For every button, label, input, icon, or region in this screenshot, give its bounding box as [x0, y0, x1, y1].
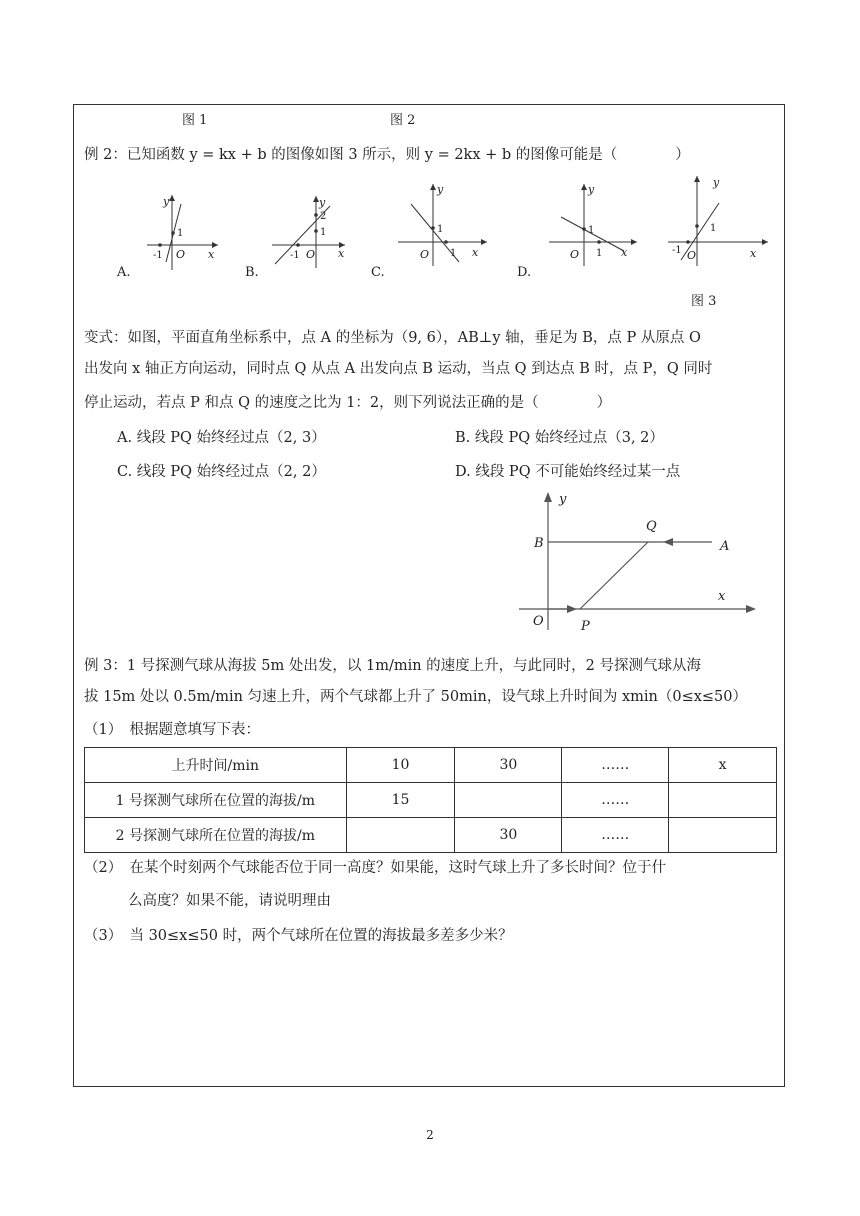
opt-b-label-x: x [338, 247, 345, 260]
variant-line-3: 停止运动，若点 P 和点 Q 的速度之比为 1：2，则下列说法正确的是（ ） [84, 395, 612, 411]
vf-label-y: y [559, 492, 567, 507]
table-cell: 2 号探测气球所在位置的海拔/m [85, 818, 347, 853]
variant-choice-a: A. 线段 PQ 始终经过点（2, 3） [117, 430, 326, 446]
fig2-caption: 图 2 [390, 113, 416, 128]
opt-b-label-y: y [319, 196, 326, 209]
example3-line-2: 拔 15m 处以 0.5m/min 匀速上升，两个气球都上升了 50min，设气球上升时间为 xmin（0≤x≤50） [84, 689, 748, 705]
example3-q2-line-1: （2） 在某个时刻两个气球能否位于同一高度？如果能，这时气球上升了多长时间？位于什 [84, 860, 666, 876]
option-d-letter: D. [517, 265, 532, 280]
opt-c-label-1b: 1 [450, 248, 457, 259]
table-cell: 15 [346, 783, 455, 818]
table-cell: …… [562, 818, 669, 853]
table-cell [669, 818, 777, 853]
table-cell [346, 818, 455, 853]
opt-c-label-o: O [420, 248, 430, 261]
fig3-label-neg1: -1 [672, 245, 682, 256]
opt-a-label-neg1: -1 [153, 250, 163, 261]
opt-d-label-1: 1 [588, 225, 595, 236]
vf-label-q: Q [646, 519, 657, 534]
table-row [85, 783, 777, 818]
table-cell: 10 [346, 748, 455, 783]
table-cell: …… [562, 783, 669, 818]
option-a-letter: A. [117, 265, 131, 280]
table-row [85, 748, 777, 783]
opt-a-label-o: O [176, 248, 186, 261]
option-c-letter: C. [371, 265, 385, 280]
opt-b-label-1: 1 [320, 227, 327, 238]
fig3-label-x: x [750, 247, 757, 260]
opt-d-label-y: y [588, 183, 595, 196]
opt-d-label-o: O [570, 248, 580, 261]
table-cell: …… [562, 748, 669, 783]
fig3-label-1: 1 [710, 223, 717, 234]
example3-q1: （1） 根据题意填写下表： [84, 722, 260, 738]
variant-choice-c: C. 线段 PQ 始终经过点（2, 2） [117, 464, 326, 480]
fig3-label-y: y [713, 176, 720, 189]
fig3-label-o: O [687, 249, 697, 262]
vf-label-a: A [720, 539, 730, 554]
opt-b-label-o: O [306, 248, 316, 261]
table-cell: 30 [455, 818, 562, 853]
vf-label-b: B [534, 536, 544, 551]
variant-choice-d: D. 线段 PQ 不可能始终经过某一点 [455, 464, 681, 480]
opt-c-label-y: y [437, 183, 444, 196]
table-row [85, 818, 777, 853]
example3-q3: （3） 当 30≤x≤50 时，两个气球所在位置的海拔最多差多少米？ [84, 928, 513, 944]
fig1-caption: 图 1 [182, 113, 208, 128]
table-cell: x [669, 748, 777, 783]
opt-a-label-1: 1 [177, 228, 184, 239]
vf-label-p: P [581, 619, 590, 634]
table-cell [669, 783, 777, 818]
altitude-table [84, 747, 777, 853]
example3-q2-line-2: 么高度？如果不能，请说明理由 [128, 893, 331, 909]
opt-b-label-neg1: -1 [290, 250, 300, 261]
table-cell [455, 783, 562, 818]
variant-line-2: 出发向 x 轴正方向运动，同时点 Q 从点 A 出发向点 B 运动，当点 Q 到达点 B 时，点 P，Q 同时 [84, 361, 713, 377]
table-cell: 上升时间/min [85, 748, 347, 783]
opt-c-label-1: 1 [437, 224, 444, 235]
vf-label-x: x [718, 589, 726, 604]
opt-d-label-1b: 1 [596, 248, 603, 259]
variant-line-1: 变式：如图，平面直角坐标系中，点 A 的坐标为（9, 6），AB⊥y 轴，垂足为 B，点 P 从原点 O [84, 330, 701, 346]
page-number: 2 [426, 1128, 434, 1142]
opt-a-label-x: x [208, 248, 215, 261]
option-b-letter: B. [245, 265, 259, 280]
table-cell: 1 号探测气球所在位置的海拔/m [85, 783, 347, 818]
opt-d-label-x: x [621, 246, 628, 259]
table-cell: 30 [455, 748, 562, 783]
opt-c-label-x: x [472, 246, 479, 259]
opt-b-label-2: 2 [320, 211, 327, 222]
variant-choice-b: B. 线段 PQ 始终经过点（3, 2） [455, 430, 664, 446]
example3-line-1: 例 3：1 号探测气球从海拔 5m 处出发，以 1m/min 的速度上升，与此同时，2 号探测气球从海 [84, 658, 701, 674]
opt-a-label-y: y [163, 195, 170, 208]
vf-label-o: O [533, 614, 544, 629]
fig3-caption: 图 3 [691, 294, 717, 309]
example2-text: 例 2：已知函数 y = kx + b 的图像如图 3 所示，则 y = 2kx + b 的图像可能是（ ） [84, 147, 690, 163]
